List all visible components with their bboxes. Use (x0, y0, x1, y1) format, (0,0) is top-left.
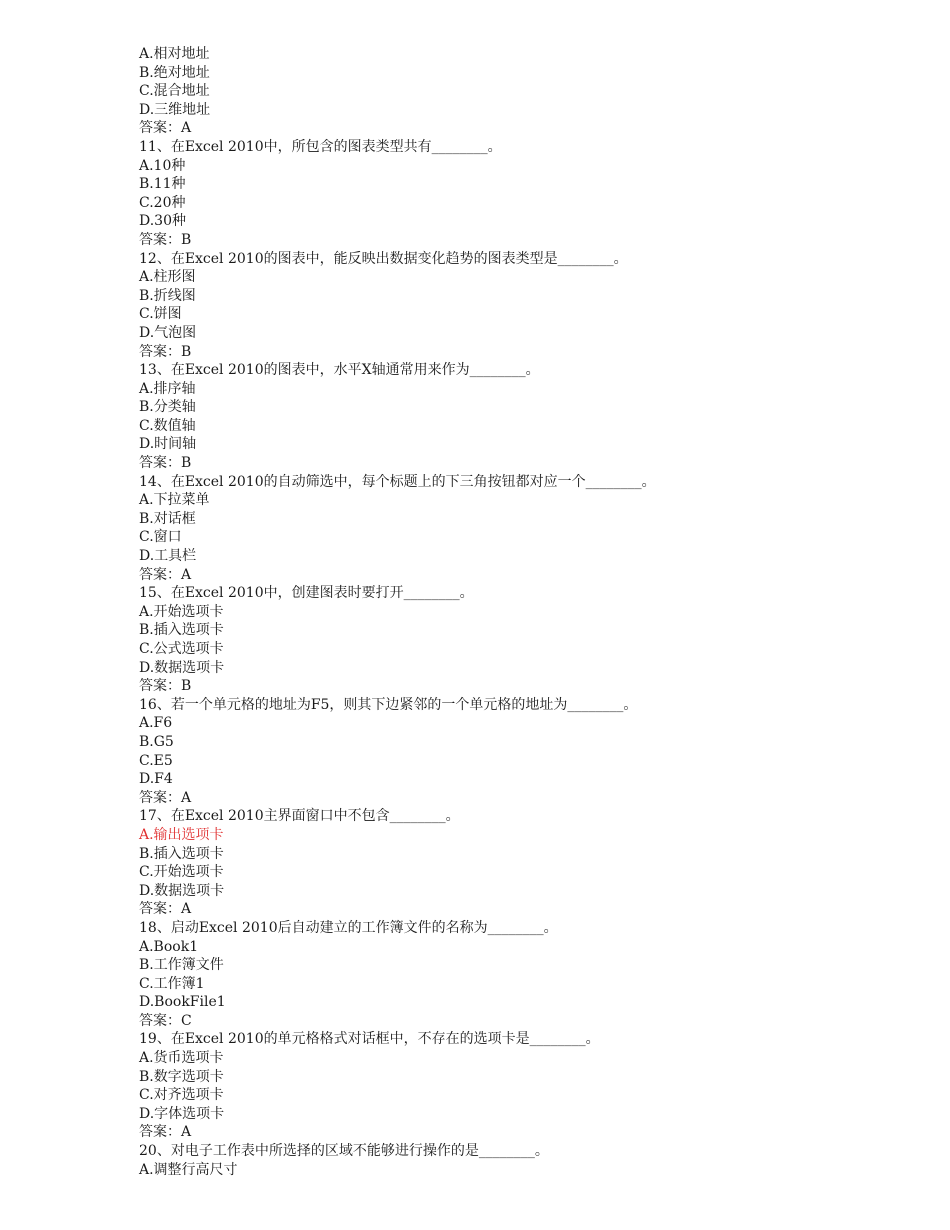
option-line: C.公式选项卡 (139, 641, 224, 657)
option-line: C.工作簿1 (139, 975, 205, 992)
option-line: D.时间轴 (139, 436, 197, 453)
option-line: C.数值轴 (139, 417, 196, 434)
option-line: A.F6 (139, 715, 173, 732)
question-line: 15、在Excel 2010中，创建图表时要打开________。 (139, 585, 474, 602)
option-line: D.F4 (139, 771, 173, 788)
option-line: B.G5 (139, 733, 174, 750)
option-line: B.插入选项卡 (139, 622, 224, 639)
option-line: D.数据选项卡 (139, 659, 225, 676)
answer-line: 答案：B (139, 231, 192, 248)
option-line: B.数字选项卡 (139, 1068, 224, 1085)
option-line: D.气泡图 (139, 324, 197, 341)
answer-line: 答案：A (139, 566, 192, 583)
option-line: B.11种 (139, 176, 186, 193)
question-line: 16、若一个单元格的地址为F5，则其下边紧邻的一个单元格的地址为________。 (139, 696, 638, 713)
answer-line: 答案：B (139, 455, 192, 472)
question-line: 19、在Excel 2010的单元格格式对话框中，不存在的选项卡是________。 (139, 1031, 600, 1048)
document-page (139, 45, 919, 1179)
answer-line: 答案：C (139, 1012, 192, 1029)
option-line: A.10种 (139, 157, 186, 174)
option-line: A.柱形图 (139, 269, 196, 286)
option-line-highlighted: A.输出选项卡 (139, 826, 224, 843)
option-line: B.插入选项卡 (139, 845, 224, 862)
question-line: 18、启动Excel 2010后自动建立的工作簿文件的名称为________。 (139, 919, 558, 936)
option-line: D.字体选项卡 (139, 1105, 225, 1122)
answer-line: 答案：A (139, 901, 192, 918)
option-line: C.开始选项卡 (139, 864, 224, 881)
answer-line: 答案：B (139, 678, 192, 695)
question-line: 17、在Excel 2010主界面窗口中不包含________。 (139, 808, 460, 825)
option-line: B.绝对地址 (139, 64, 210, 81)
option-line: C.E5 (139, 752, 173, 769)
question-line: 20、对电子工作表中所选择的区域不能够进行操作的是________。 (139, 1143, 549, 1160)
option-line: D.工具栏 (139, 548, 197, 565)
option-line: A.排序轴 (139, 380, 196, 397)
option-line: C.20种 (139, 194, 186, 211)
option-line: A.Book1 (139, 938, 199, 955)
question-line: 11、在Excel 2010中，所包含的图表类型共有________。 (139, 138, 502, 155)
question-line: 12、在Excel 2010的图表中，能反映出数据变化趋势的图表类型是________。 (139, 250, 628, 267)
option-line: A.调整行高尺寸 (139, 1161, 238, 1178)
option-line: C.饼图 (139, 306, 182, 323)
answer-line: 答案：B (139, 343, 192, 360)
option-line: C.混合地址 (139, 83, 210, 100)
option-line: C.对齐选项卡 (139, 1087, 224, 1104)
option-line: B.工作簿文件 (139, 957, 224, 974)
option-line: D.三维地址 (139, 101, 211, 118)
option-line: C.窗口 (139, 529, 182, 546)
question-line: 14、在Excel 2010的自动筛选中，每个标题上的下三角按钮都对应一个________。 (139, 473, 656, 490)
question-line: 13、在Excel 2010的图表中，水平X轴通常用来作为________。 (139, 362, 540, 379)
option-line: D.数据选项卡 (139, 882, 225, 899)
option-line: A.下拉菜单 (139, 492, 210, 509)
option-line: B.对话框 (139, 510, 196, 527)
answer-line: 答案：A (139, 1124, 192, 1141)
option-line: A.相对地址 (139, 46, 210, 62)
option-line: D.BookFile1 (139, 994, 226, 1011)
answer-line: 答案：A (139, 789, 192, 806)
option-line: D.30种 (139, 213, 186, 230)
option-line: A.开始选项卡 (139, 603, 224, 620)
option-line: B.分类轴 (139, 399, 196, 416)
option-line: A.货币选项卡 (139, 1050, 224, 1067)
answer-line: 答案：A (139, 120, 192, 137)
option-line: B.折线图 (139, 287, 196, 304)
